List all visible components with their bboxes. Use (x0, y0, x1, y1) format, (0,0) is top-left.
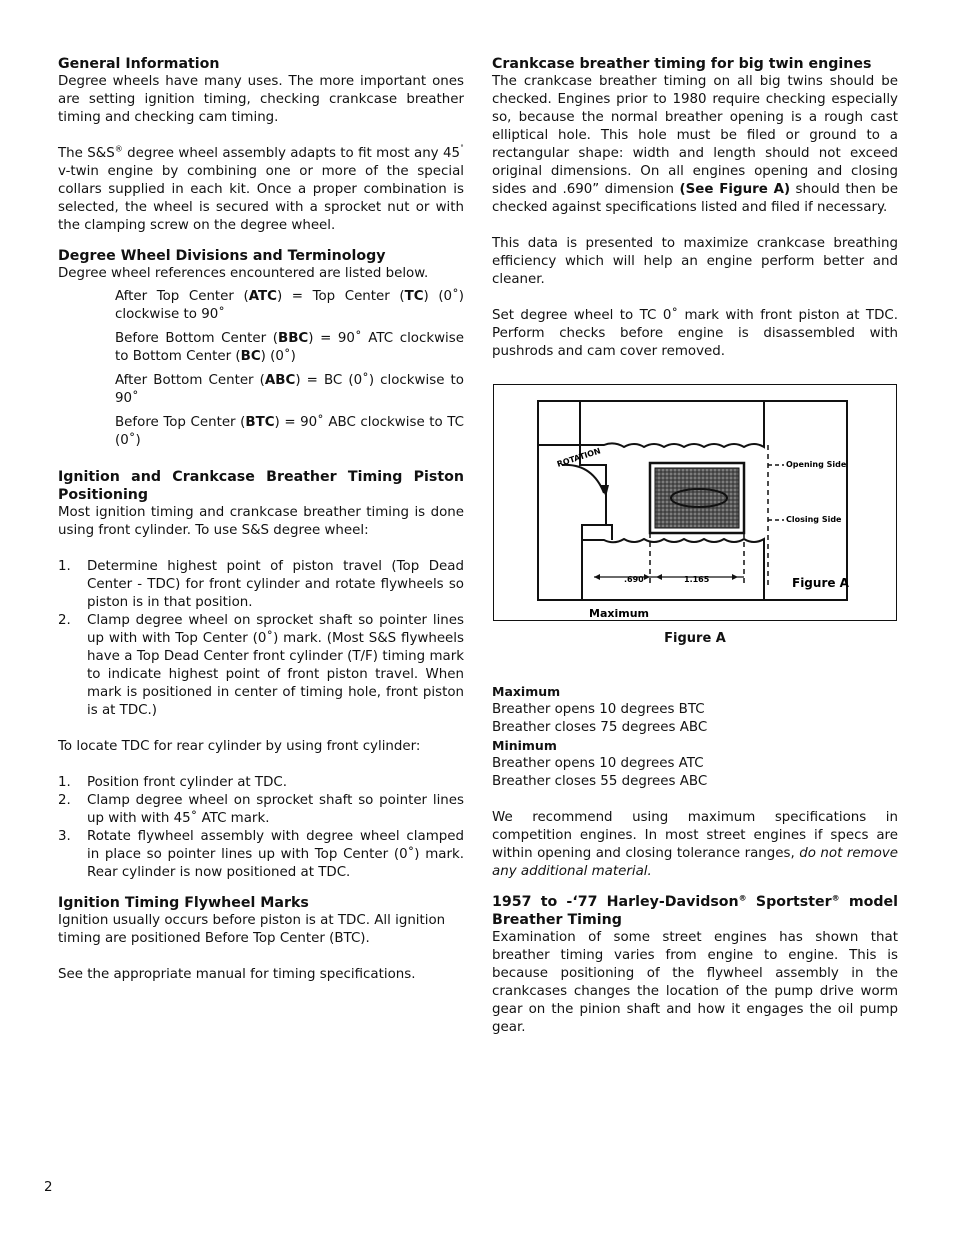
front-cylinder-steps (58, 558, 464, 720)
heading-sportster-breather-timing: 1957 to -‘77 Harley-Davidson® Sportster® model Breather Timing (492, 893, 898, 928)
maximum-label: Maximum (589, 607, 649, 619)
page-number: 2 (44, 1180, 53, 1195)
general-paragraph-2: The S&S® degree wheel assembly adapts to fit most any 45˚ v-twin engine by combining one or more of the special collars supplied in each kit. Once a proper combination is selected, the wheel is secured with a sprocket nut or with the clamping screw on the degree wheel. (58, 144, 465, 233)
rotation-arrow (562, 465, 604, 493)
list-item: 2. Clamp degree wheel on sprocket shaft so pointer lines up with with 45˚ ATC mark. (58, 793, 464, 826)
closing-side-label: Closing Side (786, 515, 842, 524)
definition-bbc: Before Bottom Center (BBC) = 90˚ ATC clockwise to Bottom Center (BC) (0˚) (115, 331, 464, 364)
right-column (492, 55, 898, 361)
figure-a-inner-label: Figure A (792, 576, 849, 590)
heading-ignition-piston-positioning: Ignition and Crankcase Breather Timing Piston Positioning (58, 469, 464, 503)
recommendation-paragraph: We recommend using maximum specifications in competition engines. In most street engines if specs are within opening and closing tolerance ranges, do not remove any additional material. (492, 810, 898, 879)
figure-a-box (493, 384, 897, 621)
definition-atc: After Top Center (ATC) = Top Center (TC) (0˚) clockwise to 90˚ (115, 289, 464, 322)
heading-general-information: General Information (58, 56, 220, 72)
spec-max-open: Breather opens 10 degrees BTC (492, 702, 705, 717)
case-bottom-edge (582, 539, 764, 600)
list-item: 3. Rotate flywheel assembly with degree wheel clamped in place so pointer lines up with Top Center (0˚) mark. Rear cylinder is now positioned at TDC. (58, 829, 464, 880)
definition-abc: After Bottom Center (ABC) = BC (0˚) clockwise to 90˚ (115, 373, 464, 406)
crankcase-paragraph-3: Set degree wheel to TC 0˚ mark with front piston at TDC. Perform checks before engine is disassembled with pushrods and cam cover removed. (492, 308, 898, 359)
crankcase-paragraph-2: This data is presented to maximize crankcase breathing efficiency which will help an engine perform better and cleaner. (492, 236, 898, 287)
heading-crankcase-breather-timing: Crankcase breather timing for big twin engines (492, 56, 872, 72)
sportster-paragraph: Examination of some street engines has shown that breather timing varies from engine to engine. This is because positioning of the flywheel assembly in the crankcases changes the location of the pump drive worm gear on the pinion shaft and how it engages the oil pump gear. (492, 930, 898, 1035)
flywheel-paragraph-1: Ignition usually occurs before piston is at TDC. All ignition timing are positioned Before Top Center (BTC). (58, 913, 446, 946)
heading-degree-wheel-divisions: Degree Wheel Divisions and Terminology (58, 248, 386, 264)
breather-diagram (494, 385, 895, 619)
general-paragraph-1: Degree wheels have many uses. The more important ones are setting ignition timing, checking crankcase breather timing and checking cam timing. (58, 74, 464, 125)
case-top-edge (580, 401, 764, 447)
divisions-intro: Degree wheel references encountered are listed below. (58, 266, 429, 281)
flywheel-paragraph-2: See the appropriate manual for timing specifications. (58, 967, 416, 982)
crankcase-paragraph-1: The crankcase breather timing on all big twins should be checked. Engines prior to 1980 require checking especially so, because the normal breather opening is a rough cast elliptical hole. This hole must be filed or ground to a rectangular shape: width and length should not exceed original dimensions. On all engines opening and closing sides and .690” dimension (See Figure A) should then be checked against specifications listed and filed if necessary. (492, 74, 898, 215)
dimension-1165: 1.165 (684, 575, 710, 584)
list-item: 1. Position front cylinder at TDC. (58, 775, 288, 790)
figure-a-caption: Figure A (664, 631, 726, 646)
rear-cylinder-steps (58, 774, 464, 882)
left-column (58, 55, 464, 984)
heading-ignition-flywheel-marks: Ignition Timing Flywheel Marks (58, 895, 309, 911)
list-item: 2. Clamp degree wheel on sprocket shaft so pointer lines up with with Top Center (0˚) mark. (Most S&S flywheels have a Top Dead Center front cylinder (T/F) timing mark to indicate highest point of front piston travel. When mark is positioned in center of timing hole, front piston is at TDC.) (58, 613, 464, 718)
right-column-lower (492, 683, 898, 1037)
spec-max-close: Breather closes 75 degrees ABC (492, 720, 708, 735)
definition-btc: Before Top Center (BTC) = 90˚ ABC clockwise to TC (0˚) (115, 415, 464, 448)
spec-maximum-label: Maximum (492, 684, 561, 699)
ignition-intro: Most ignition timing and crankcase breather timing is done using front cylinder. To use S&S degree wheel: (58, 505, 464, 538)
spec-min-close: Breather closes 55 degrees ABC (492, 774, 708, 789)
list-item: 1. Determine highest point of piston travel (Top Dead Center - TDC) for front cylinder and rotate flywheels so piston is in that position. (58, 559, 464, 610)
spec-min-open: Breather opens 10 degrees ATC (492, 756, 704, 771)
spec-minimum-label: Minimum (492, 738, 557, 753)
opening-side-label: Opening Side (786, 460, 847, 469)
dimension-690: .690 (624, 575, 644, 584)
rotation-label: ROTATION (555, 446, 602, 469)
rear-cylinder-intro: To locate TDC for rear cylinder by using front cylinder: (58, 739, 421, 754)
rotation-arrow-head (600, 485, 609, 497)
